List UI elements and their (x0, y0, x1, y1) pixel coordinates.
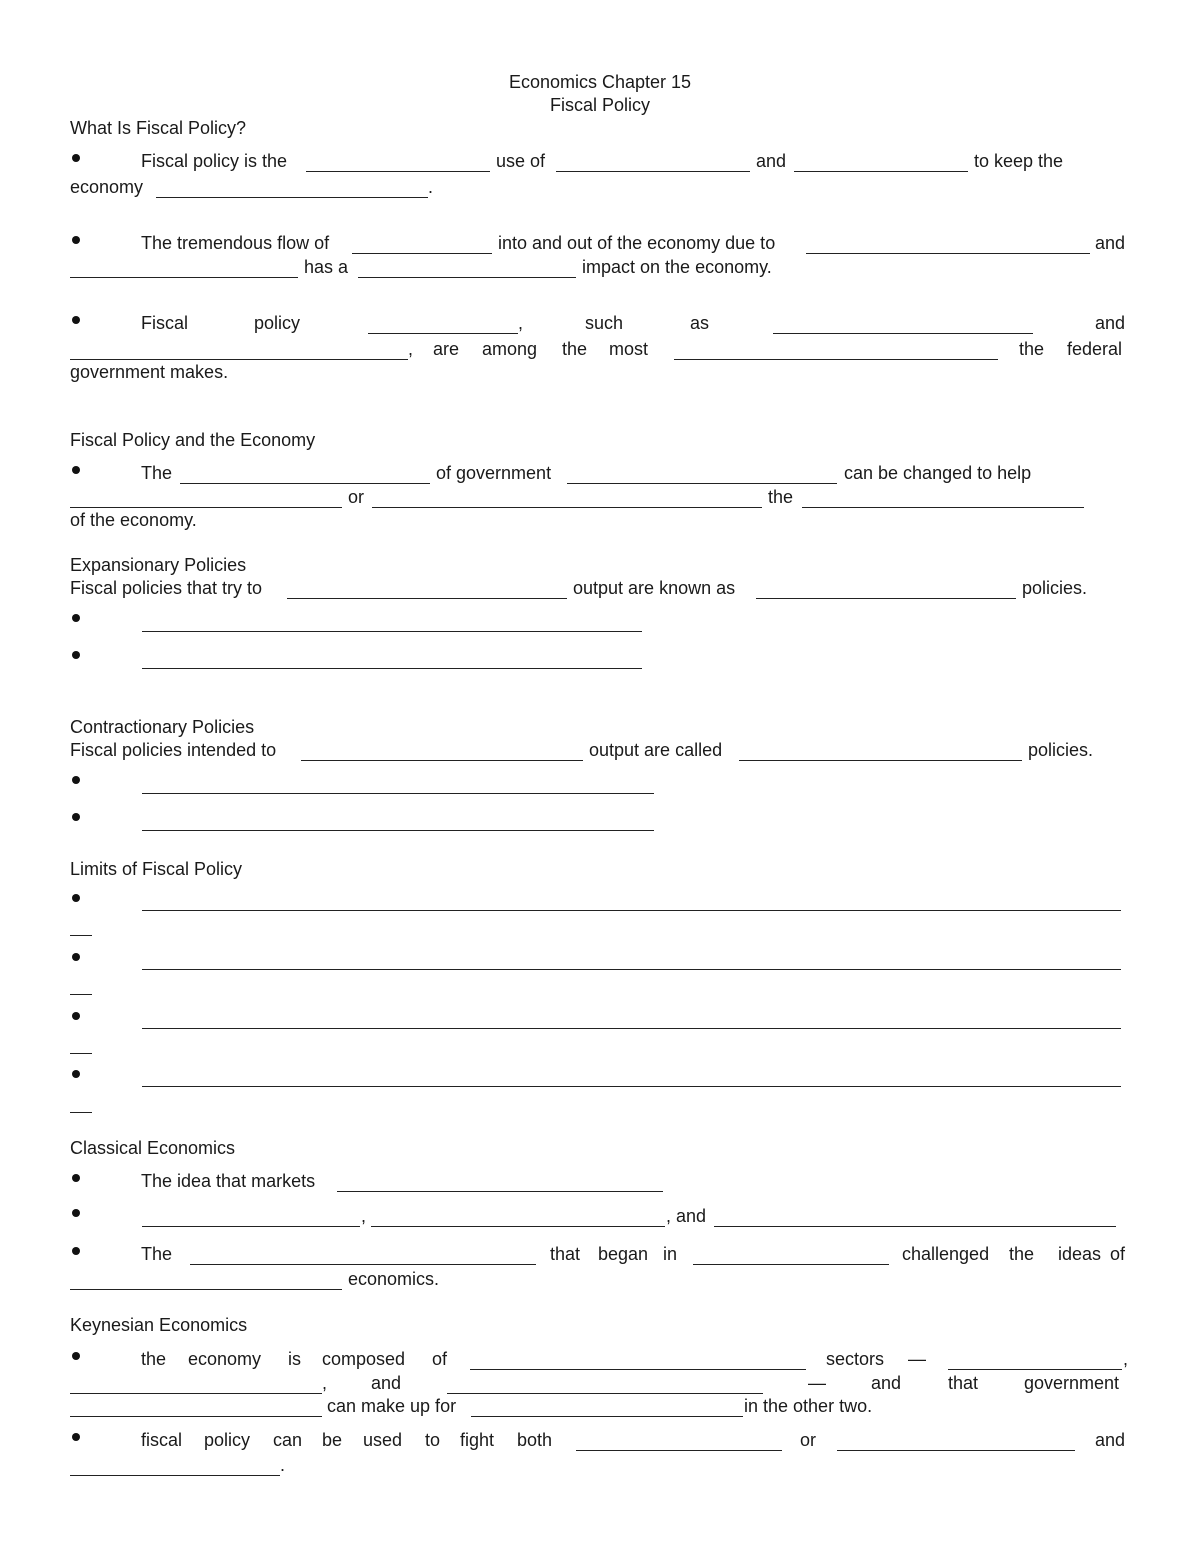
blank-line[interactable] (576, 1450, 782, 1451)
text: ideas (1058, 1244, 1102, 1264)
blank-line[interactable] (714, 1226, 1116, 1227)
blank-line[interactable] (447, 1393, 763, 1394)
text: and (371, 1373, 402, 1393)
text: of (1110, 1244, 1126, 1264)
text: and (1095, 233, 1126, 253)
blank-line[interactable] (674, 359, 998, 360)
text: of government (436, 463, 552, 483)
text: . (428, 177, 434, 197)
section-heading-classical: Classical Economics (70, 1138, 236, 1158)
blank-line[interactable] (142, 969, 1121, 970)
text: the (562, 339, 588, 359)
text: — (808, 1373, 826, 1393)
bullet (72, 776, 80, 784)
bullet (72, 614, 80, 622)
text: are (433, 339, 460, 359)
blank-line[interactable] (756, 598, 1016, 599)
bullet (72, 1352, 80, 1360)
blank-line[interactable] (773, 333, 1033, 334)
text: began (598, 1244, 649, 1264)
blank-line[interactable] (471, 1416, 743, 1417)
bullet (72, 316, 80, 324)
text: policy (204, 1430, 251, 1450)
text: Fiscal (141, 313, 189, 333)
text: Fiscal policies intended to (70, 740, 277, 760)
bullet (72, 894, 80, 902)
blank-line[interactable] (837, 1450, 1075, 1451)
blank-line[interactable] (306, 171, 490, 172)
text: be (322, 1430, 343, 1450)
blank-line-tail[interactable] (70, 1053, 92, 1054)
text: the (768, 487, 794, 507)
bullet (72, 1433, 80, 1441)
text: The (141, 1244, 173, 1264)
text: , (322, 1373, 328, 1393)
blank-line-tail[interactable] (70, 1112, 92, 1113)
bullet (72, 1174, 80, 1182)
section-heading-contractionary: Contractionary Policies (70, 717, 255, 737)
bullet (72, 1070, 80, 1078)
blank-line[interactable] (372, 507, 762, 508)
blank-line[interactable] (470, 1369, 806, 1370)
blank-line[interactable] (739, 760, 1022, 761)
text: policies. (1028, 740, 1094, 760)
blank-line[interactable] (142, 793, 654, 794)
text: or (800, 1430, 817, 1450)
text: to keep the (974, 151, 1064, 171)
text: government makes. (70, 362, 229, 382)
text: and (756, 151, 787, 171)
text: in the other two. (744, 1396, 873, 1416)
text: can (273, 1430, 303, 1450)
text: to (425, 1430, 441, 1450)
text: , (408, 339, 414, 359)
blank-line[interactable] (142, 631, 642, 632)
bullet (72, 154, 80, 162)
text: or (348, 487, 365, 507)
blank-line[interactable] (142, 1086, 1121, 1087)
text: can make up for (327, 1396, 457, 1416)
bullet (72, 1247, 80, 1255)
blank-line[interactable] (802, 507, 1084, 508)
text: policies. (1022, 578, 1088, 598)
bullet (72, 813, 80, 821)
text: the (1009, 1244, 1035, 1264)
blank-line[interactable] (142, 668, 642, 669)
blank-line[interactable] (948, 1369, 1122, 1370)
text: output are known as (573, 578, 736, 598)
text: , (361, 1206, 367, 1226)
text: the (1019, 339, 1045, 359)
section-heading-fiscal-policy-and-economy: Fiscal Policy and the Economy (70, 430, 316, 450)
text: — (908, 1349, 926, 1369)
text: has a (304, 257, 349, 277)
blank-line[interactable] (142, 910, 1121, 911)
text: in (663, 1244, 678, 1264)
text: , and (666, 1206, 707, 1226)
text: Fiscal policy is the (141, 151, 288, 171)
blank-line[interactable] (358, 277, 576, 278)
text: The idea that markets (141, 1171, 316, 1191)
text: among (482, 339, 538, 359)
blank-line[interactable] (70, 1475, 280, 1476)
text: such (585, 313, 624, 333)
text: economy (70, 177, 144, 197)
text: used (363, 1430, 403, 1450)
document-title: Economics Chapter 15 (508, 72, 692, 92)
document-subtitle: Fiscal Policy (549, 95, 651, 115)
blank-line[interactable] (70, 1289, 342, 1290)
blank-line[interactable] (301, 760, 583, 761)
blank-line[interactable] (287, 598, 567, 599)
blank-line[interactable] (70, 507, 342, 508)
text: use of (496, 151, 546, 171)
section-heading-expansionary: Expansionary Policies (70, 555, 247, 575)
bullet (72, 651, 80, 659)
bullet (72, 236, 80, 244)
section-heading-keynesian: Keynesian Economics (70, 1315, 248, 1335)
blank-line[interactable] (556, 171, 750, 172)
blank-line[interactable] (156, 197, 428, 198)
text: as (690, 313, 710, 333)
bullet (72, 1209, 80, 1217)
blank-line[interactable] (337, 1191, 663, 1192)
text: most (609, 339, 649, 359)
text: Fiscal policies that try to (70, 578, 263, 598)
blank-line[interactable] (368, 333, 518, 334)
blank-line[interactable] (371, 1226, 665, 1227)
blank-line[interactable] (180, 483, 430, 484)
text: , (1123, 1349, 1129, 1369)
text: and (871, 1373, 902, 1393)
text: is (288, 1349, 301, 1369)
text: government (1024, 1373, 1120, 1393)
text: , (518, 313, 524, 333)
blank-line[interactable] (693, 1264, 889, 1265)
text: impact on the economy. (582, 257, 772, 277)
text: output are called (589, 740, 723, 760)
blank-line[interactable] (142, 1226, 360, 1227)
text: and (1095, 313, 1126, 333)
text: federal (1067, 339, 1123, 359)
blank-line[interactable] (352, 253, 492, 254)
text: . (280, 1455, 286, 1475)
section-heading-what-is-fiscal-policy: What Is Fiscal Policy? (70, 118, 247, 138)
blank-line[interactable] (142, 1028, 1121, 1029)
blank-line[interactable] (806, 253, 1090, 254)
text: The (141, 463, 173, 483)
blank-line[interactable] (70, 277, 298, 278)
text: the (141, 1349, 167, 1369)
text: challenged (902, 1244, 990, 1264)
text: The tremendous flow of (141, 233, 330, 253)
text: fight (460, 1430, 495, 1450)
text: and (1095, 1430, 1126, 1450)
blank-line[interactable] (70, 1416, 322, 1417)
bullet (72, 1012, 80, 1020)
text: can be changed to help (844, 463, 1032, 483)
text: of (432, 1349, 448, 1369)
blank-line[interactable] (794, 171, 968, 172)
text: economy (188, 1349, 262, 1369)
blank-line[interactable] (567, 483, 837, 484)
blank-line[interactable] (190, 1264, 536, 1265)
text: both (517, 1430, 553, 1450)
text: that (948, 1373, 979, 1393)
text: policy (254, 313, 301, 333)
text: into and out of the economy due to (498, 233, 776, 253)
text: that (550, 1244, 581, 1264)
bullet (72, 953, 80, 961)
blank-line[interactable] (142, 830, 654, 831)
blank-line[interactable] (70, 359, 408, 360)
text: sectors (826, 1349, 885, 1369)
blank-line-tail[interactable] (70, 935, 92, 936)
section-heading-limits: Limits of Fiscal Policy (70, 859, 243, 879)
text: fiscal (141, 1430, 183, 1450)
text: composed (322, 1349, 406, 1369)
bullet (72, 466, 80, 474)
text: economics. (348, 1269, 440, 1289)
text: of the economy. (70, 510, 197, 530)
blank-line-tail[interactable] (70, 994, 92, 995)
blank-line[interactable] (70, 1393, 322, 1394)
